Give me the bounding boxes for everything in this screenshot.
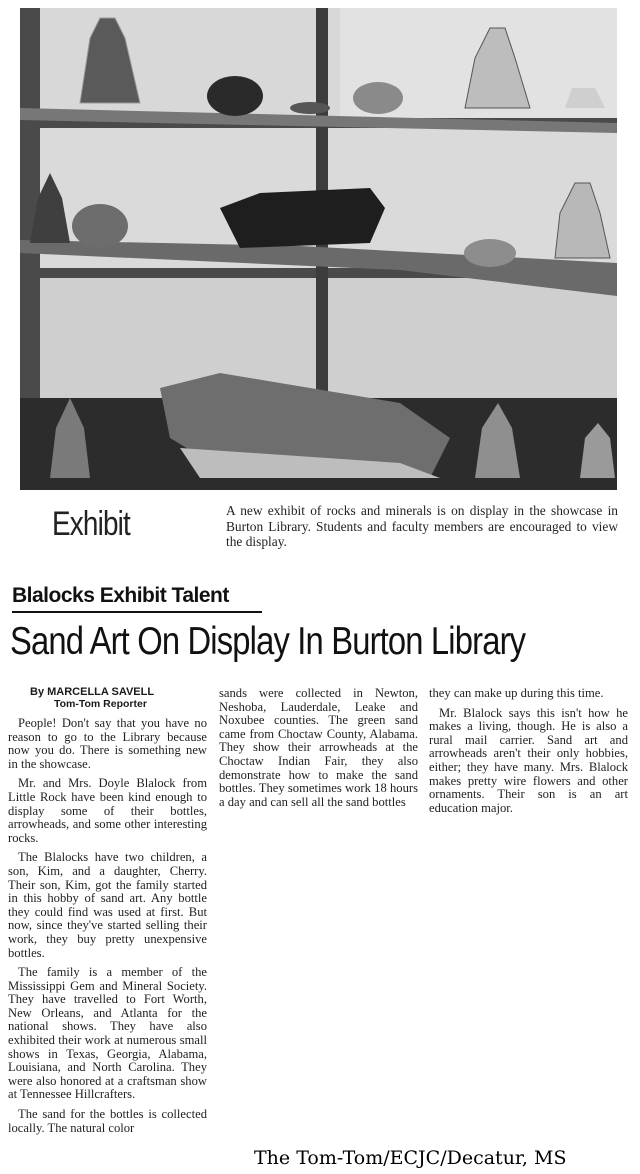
byline: [30, 686, 200, 710]
paragraph: sands were collected in Newton, Neshoba, Lauderdale, Leake and Noxubee counties. The green sand came from Choctaw County, Alabama. They show their arrowheads at the Choctaw Indian Fair, they also demonstrate how to make the sand bottles. They sometimes work 18 hours a day and can sell all the sand bottles: [219, 686, 418, 809]
paragraph: The family is a member of the Mississippi Gem and Mineral Society. They have travelled to Fort Worth, New Orleans, and Atlanta for the national shows. They have also exhibited their work at numerous small shows in Texas, Georgia, Alabama, Louisiana, and North Carolina. They were also honored at a craftsman show at Tennessee Hillcrafters.: [8, 965, 207, 1102]
kicker-rule: [12, 611, 262, 613]
paragraph: People! Don't say that you have no reason to go to the Library because now you do. There is something new in the showcase.: [8, 716, 207, 771]
article-column-3: [429, 687, 628, 821]
paragraph: The Blalocks have two children, a son, Kim, and a daughter, Cherry. Their son, Kim, got the family started in this hobby of sand art. Any bottle they could find was used at first. But now, since they've started selling their work, they buy pretty unexpensive bottles.: [8, 850, 207, 960]
article-column-1: [8, 717, 207, 1141]
article-kicker: Blalocks Exhibit Talent: [12, 584, 229, 607]
paragraph: Mr. and Mrs. Doyle Blalock from Little Rock have been kind enough to display some of their bottles, arrowheads, and some other interesting rocks.: [8, 776, 207, 845]
photo-illustration: [20, 8, 617, 490]
headline-text: Sand Art On Display In Burton Library: [10, 620, 526, 663]
byline-author: By MARCELLA SAVELL: [30, 686, 155, 698]
article-column-2: [219, 687, 418, 815]
paragraph: Mr. Blalock says this isn't how he makes a living, though. He is also a rural mail carrier. Sand art and arrowheads aren't their only hobbies, either; they have many. Mrs. Blalock makes pretty wire flowers and other ornaments. Their son is an art education major.: [429, 705, 628, 815]
paragraph: The sand for the bottles is collected locally. The natural color: [8, 1107, 207, 1135]
paragraph: they can make up during this time.: [429, 686, 604, 700]
source-credit: The Tom-Tom/ECJC/Decatur, MS: [254, 1147, 567, 1169]
caption-heading: Exhibit: [52, 505, 130, 543]
exhibit-photo: [20, 8, 617, 490]
article-headline: [10, 620, 630, 664]
byline-role: Tom-Tom Reporter: [54, 698, 147, 710]
caption-text: A new exhibit of rocks and minerals is on display in the showcase in Burton Library. Students and faculty members are encouraged to view the display.: [226, 503, 618, 549]
